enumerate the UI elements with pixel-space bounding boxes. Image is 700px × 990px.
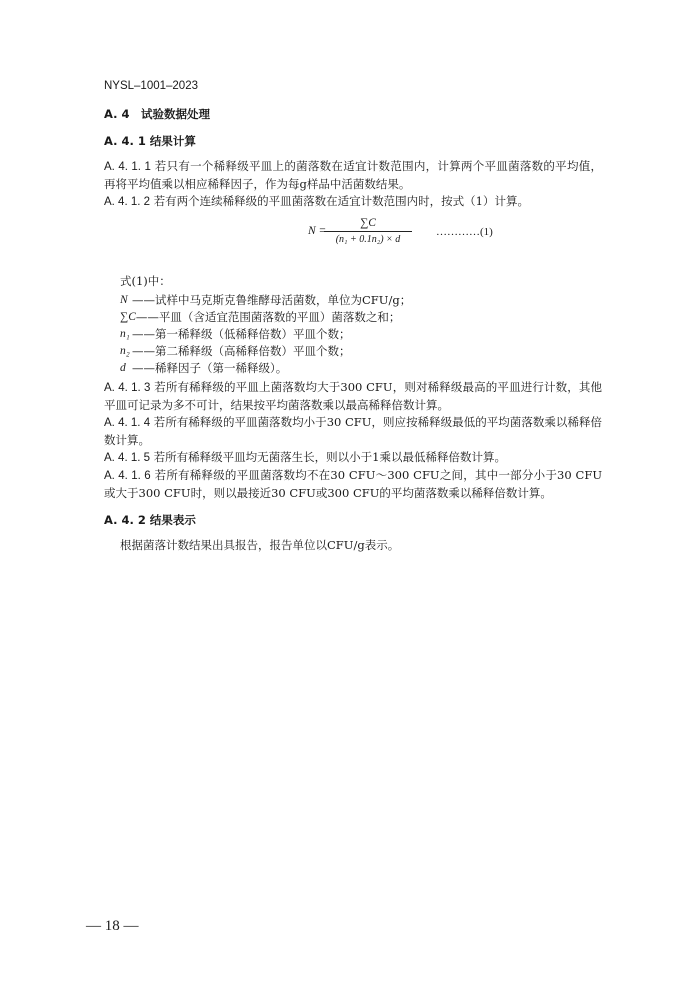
formula-numerator: ∑C xyxy=(360,217,376,229)
where-list xyxy=(120,292,602,377)
where-symbol: N xyxy=(120,294,128,306)
section-title-a41: A. 4. 1 结果计算 xyxy=(104,134,196,148)
where-symbol: d xyxy=(120,362,126,374)
formula-fraction xyxy=(324,215,412,247)
where-description: ——稀释因子（第一稀释级）。 xyxy=(132,361,288,375)
where-item xyxy=(120,309,602,326)
clause-text: 若只有一个稀释级平皿上的菌落数在适宜计数范围内，计算两个平皿菌落数的平均值，再将平均值乘以相应稀释因子，作为每g样品中活菌数结果。 xyxy=(104,159,603,191)
clause-number: A. 4. 1. 5 xyxy=(104,452,151,464)
formula-denominator: (n₁ + 0.1n₂) × d xyxy=(335,234,401,245)
where-item xyxy=(120,326,602,343)
clause-text: 若所有稀释级平皿均无菌落生长，则以小于1乘以最低稀释倍数计算。 xyxy=(153,450,507,464)
spacer xyxy=(104,502,602,512)
clause-a413 xyxy=(104,379,602,414)
where-item xyxy=(120,292,602,309)
where-symbol: n₂ xyxy=(120,345,130,357)
clause-text: 若所有稀释级的平皿上菌落数均大于300 CFU，则对稀释级最高的平皿进行计数，其他平皿可记录为多不可计，结果按平均菌落数乘以最高稀释倍数计算。 xyxy=(104,380,603,412)
formula-lhs: N = xyxy=(308,225,327,237)
clause-number: A. 4. 1. 3 xyxy=(104,382,151,394)
result-expression-text: 根据菌落计数结果出具报告，报告单位以CFU/g表示。 xyxy=(120,538,400,552)
clause-a412 xyxy=(104,193,602,211)
clause-text: 若所有稀释级的平皿菌落数均小于30 CFU，则应按稀释级最低的平均菌落数乘以稀释倍数计算。 xyxy=(104,415,602,447)
where-item xyxy=(120,343,602,360)
document-code: NYSL–1001–2023 xyxy=(104,80,198,92)
page-number: — 18 — xyxy=(86,918,139,934)
clause-a416 xyxy=(104,467,602,502)
clause-a415 xyxy=(104,449,602,467)
where-title: 式(1)中： xyxy=(120,274,171,288)
clause-a414 xyxy=(104,414,602,449)
clause-number: A. 4. 1. 1 xyxy=(104,161,151,173)
fraction-bar xyxy=(324,231,412,232)
formula-1 xyxy=(104,215,602,259)
where-description: ——第二稀释级（高稀释倍数）平皿个数； xyxy=(132,344,351,358)
document-body xyxy=(104,106,602,554)
clause-a411 xyxy=(104,158,602,193)
where-description: ——平皿（含适宜范围菌落数的平皿）菌落数之和； xyxy=(135,310,401,324)
where-description: ——第一稀释级（低稀释倍数）平皿个数； xyxy=(132,327,351,341)
formula-tag: …………(1) xyxy=(436,226,493,238)
clause-text: 若有两个连续稀释级的平皿菌落数在适宜计数范围内时，按式（1）计算。 xyxy=(153,194,530,208)
where-symbol: n₁ xyxy=(120,328,130,340)
clause-number: A. 4. 1. 6 xyxy=(104,470,151,482)
clause-number: A. 4. 1. 4 xyxy=(104,417,151,429)
clause-number: A. 4. 1. 2 xyxy=(104,196,151,208)
clause-text: 若所有稀释级的平皿菌落数均不在30 CFU～300 CFU之间，其中一部分小于30 CFU或大于300 CFU时，则以最接近30 CFU或300 CFU的平均菌落数乘以稀释倍数计算。 xyxy=(104,468,603,500)
where-symbol: ∑C xyxy=(120,311,136,323)
section-title-a42: A. 4. 2 结果表示 xyxy=(104,513,196,527)
where-description: ——试样中马克斯克鲁维酵母活菌数，单位为CFU/g； xyxy=(132,293,412,307)
section-title-a4: A. 4 试验数据处理 xyxy=(104,107,210,121)
where-item xyxy=(120,360,602,377)
